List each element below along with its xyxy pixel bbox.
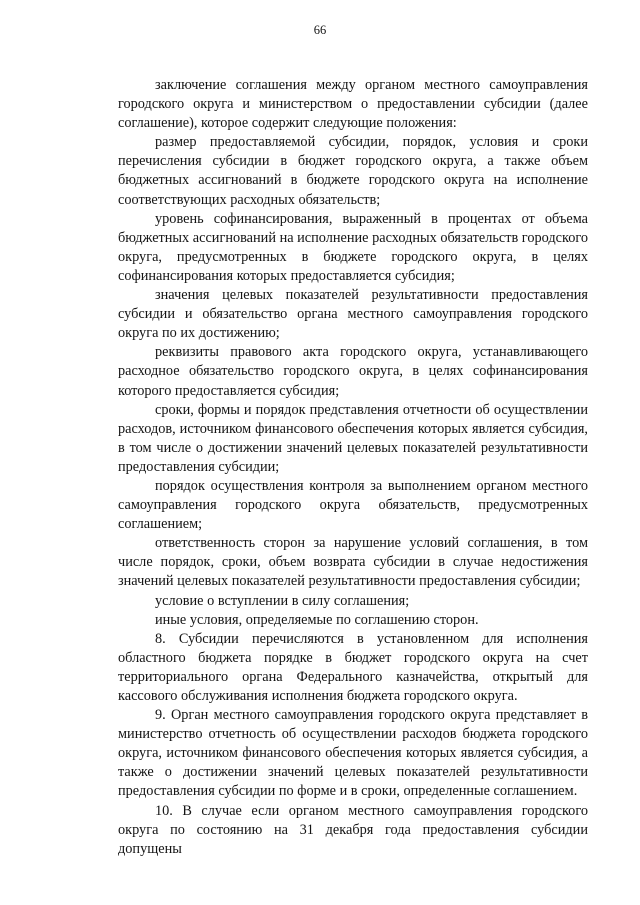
paragraph-agreement-intro: заключение соглашения между органом местного самоуправления городского округа и министерством о предоставлении субсидии (далее соглашение), которое содержит следующие положения: <box>118 77 588 132</box>
paragraph-other-conditions: иные условия, определяемые по соглашению сторон. <box>155 611 479 628</box>
paragraph-clause-9: 9. Орган местного самоуправления городского округа представляет в министерство отчетность об осуществлении расходов бюджета городского округа, источником финансового обеспечения которых является субсидия, а также о достижении значений целевых показателей результативности предоставления субсидии по форме и в сроки, определенные соглашением. <box>118 707 588 800</box>
paragraph-subsidy-size: размер предоставляемой субсидии, порядок, условия и сроки перечисления субсидии в бюджет городского округа, а также объем бюджетных ассигнований в бюджете городского округа на исполнение соответствующих расходных обязательств; <box>118 134 588 208</box>
paragraph-entry-into-force: условие о вступлении в силу соглашения; <box>155 592 410 609</box>
paragraph-control-procedure: порядок осуществления контроля за выполнением органом местного самоуправления городского округа обязательств, предусмотренных соглашением; <box>118 477 588 533</box>
paragraph-cofinancing-level: уровень софинансирования, выраженный в процентах от объема бюджетных ассигнований на исполнение расходных обязательств городского округа, предусмотренных в бюджете городского округа, в целях софинансирования которых предоставляется субсидия; <box>118 210 588 284</box>
page-number: 66 <box>313 23 327 37</box>
paragraph-legal-act-details: реквизиты правового акта городского округа, устанавливающего расходное обязательство городского округа, в целях софинансирования которого предоставляется субсидия; <box>118 344 588 399</box>
paragraph-clause-8: 8. Субсидии перечисляются в установленном для исполнения областного бюджета порядке в бюджет городского округа на счет территориального органа Федерального казначейства, открытый для кассового обслуживания исполнения бюджета городского округа. <box>118 630 588 704</box>
paragraph-clause-10: 10. В случае если органом местного самоуправления городского округа по состоянию на 31 декабря года предоставления субсидии допущены <box>118 802 588 857</box>
paragraph-target-indicators: значения целевых показателей результативности предоставления субсидии и обязательство органа местного самоуправления городского округа по их достижению; <box>118 287 588 342</box>
paragraph-responsibility: ответственность сторон за нарушение условий соглашения, в том числе порядок, сроки, объем возврата субсидии в случае недостижения значений целевых показателей результативности предоставления субсидии; <box>118 535 588 590</box>
paragraph-reporting-terms: сроки, формы и порядок представления отчетности об осуществлении расходов, источником финансового обеспечения которых является субсидия, в том числе о достижении значений целевых показателей результативности предоставления субсидии; <box>118 401 588 475</box>
document-body <box>118 76 588 859</box>
